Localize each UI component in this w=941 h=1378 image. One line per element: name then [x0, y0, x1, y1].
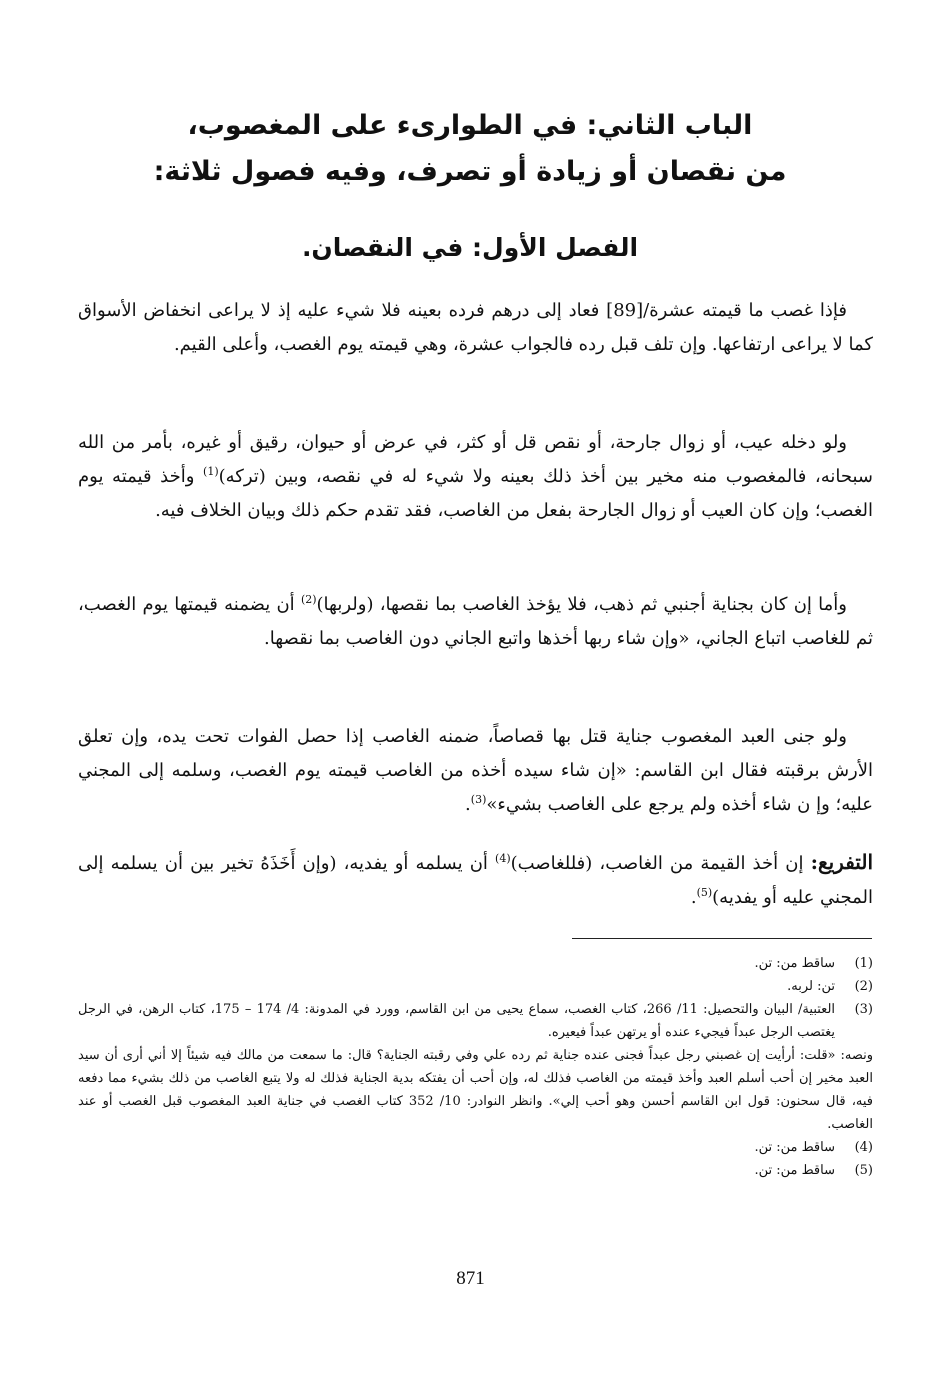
footnote-text: ساقط من: تن. [754, 1163, 835, 1178]
paragraph-4-text-a: ولو جنى العبد المغصوب جناية قتل بها قصاصاً، ضمنه الغاصب إذا حصل الفوات تحت يده، وإن تعلق الأرش برقبته فقال ابن القاسم: «إن شاء سيده أخذه من الغاصب قيمته يوم الغصب، وسلمه إلى المجني عليه؛ وإ ن شاء أخذه ولم يرجع على الغاصب بشيء» [78, 726, 873, 815]
footnote-text: ساقط من: تن. [754, 1140, 835, 1155]
footnote-divider [572, 938, 872, 939]
footnote-item [78, 952, 873, 975]
footnote-ref-4[interactable]: (4) [495, 852, 511, 865]
paragraph-3-text-a: وأما إن كان بجناية أجنبي ثم ذهب، فلا يؤخذ الغاصب بما نقصها، (ولربها) [316, 594, 847, 615]
footnote-ref-2[interactable]: (2) [300, 593, 317, 606]
paragraph-4-text-b: . [465, 794, 471, 815]
paragraph-2 [78, 426, 873, 528]
page-number: 871 [456, 1268, 485, 1289]
paragraph-1 [78, 294, 873, 362]
paragraph-5-text-b: أن يسلمه أو يفديه، (وإن أَخَذَهُ تخير بين أن يسلمه إلى المجني عليه أو يفديه) [78, 853, 873, 908]
footnote-item [78, 998, 873, 1044]
section-title: الفصل الأول: في النقصان. [301, 233, 639, 262]
chapter-title-line-2: من نقصان أو زيادة أو تصرف، وفيه فصول ثلاثة: [153, 156, 787, 187]
paragraph-3-text-b: أن يضمنه قيمتها يوم الغصب، ثم للغاصب اتباع الجاني، «وإن شاء ربها أخذها واتبع الجاني دون الغاصب بما نقصها. [78, 594, 873, 649]
footnote-item [78, 1136, 873, 1159]
footnote-ref-5[interactable]: (5) [696, 886, 713, 899]
paragraph-1-text: فإذا غصب ما قيمته عشرة/[89] فعاد إلى درهم فرده بعينه فلا شيء عليه إذ لا يراعى انخفاض الأسواق كما لا يراعى ارتفاعها. وإن تلف قبل رده فالجواب عشرة، وهي قيمته يوم الغصب، وأعلى القيم. [78, 300, 873, 355]
footnotes [78, 952, 873, 1182]
chapter-title-line-1: الباب الثاني: في الطوارىء على المغصوب، [187, 110, 753, 141]
footnote-number: (2) [854, 979, 873, 994]
paragraph-3 [78, 588, 873, 656]
footnote-number: (4) [854, 1140, 873, 1155]
footnote-ref-3[interactable]: (3) [470, 793, 487, 806]
footnote-ref-1[interactable]: (1) [203, 465, 219, 478]
footnote-number: (1) [854, 956, 873, 971]
tafri-heading: التفريع: [810, 850, 873, 874]
footnote-text: العتبية/ البيان والتحصيل: 11/ 266، كتاب الغصب، سماع يحيى من ابن القاسم، وورد في المدونة: 4/ 174 – 175، كتاب الرهن، في الرجل يغتصب الرجل عبداً فيجيء عنده أو يرتهن عبداً فيعيره. [78, 1002, 836, 1040]
paragraph-5-text-c: . [690, 887, 697, 908]
paragraph-5 [78, 845, 873, 915]
footnote-text: تن: لربه. [787, 979, 835, 994]
footnote-text: ساقط من: تن. [754, 956, 835, 971]
footnote-item [78, 1159, 873, 1182]
paragraph-2-text-b: وأخذ قيمته يوم الغصب؛ وإن كان العيب أو زوال الجارحة بفعل من الغاصب، فقد تقدم حكم ذلك وبيان الخلاف فيه. [78, 466, 873, 521]
footnote-item [78, 975, 873, 998]
paragraph-4 [78, 720, 873, 822]
footnote-3-continuation: ونصه: «قلت: أرأيت إن غصبني رجل عبداً فجنى عنده جناية ثم رده علي وفي رقبته الجناية؟ قال: ما سمعت من مالك فيه شيئاً إلا أني أرى أن سيد العبد مخير إن أحب أسلم العبد وأخذ قيمته من الغاصب فذلك له، وإن أحب أن يفتكه بدية الجناية فذلك له ولا يتبع الغاصب من ذلك بشيء مما دفعه فيه، قال سحنون: قول ابن القاسم أحسن وهو أحب إلي». وانظر النوادر: 10/ 352 كتاب الغصب في جناية العبد المغصوب قبل الغصب أو عند الغاصب. [78, 1048, 873, 1132]
footnote-number: (5) [854, 1163, 873, 1178]
footnote-number: (3) [854, 1002, 873, 1017]
paragraph-5-text-a: إن أخذ القيمة من الغاصب، (فللغاصب) [510, 853, 811, 874]
paragraph-2-text-a: ولو دخله عيب، أو زوال جارحة، أو نقص قل أو كثر، في عرض أو حيوان، رقيق أو غيره، بأمر من الله سبحانه، فالمغصوب منه مخير بين أخذ ذلك بعينه ولا شيء له في نقصه، وبين (تركه) [78, 432, 873, 487]
